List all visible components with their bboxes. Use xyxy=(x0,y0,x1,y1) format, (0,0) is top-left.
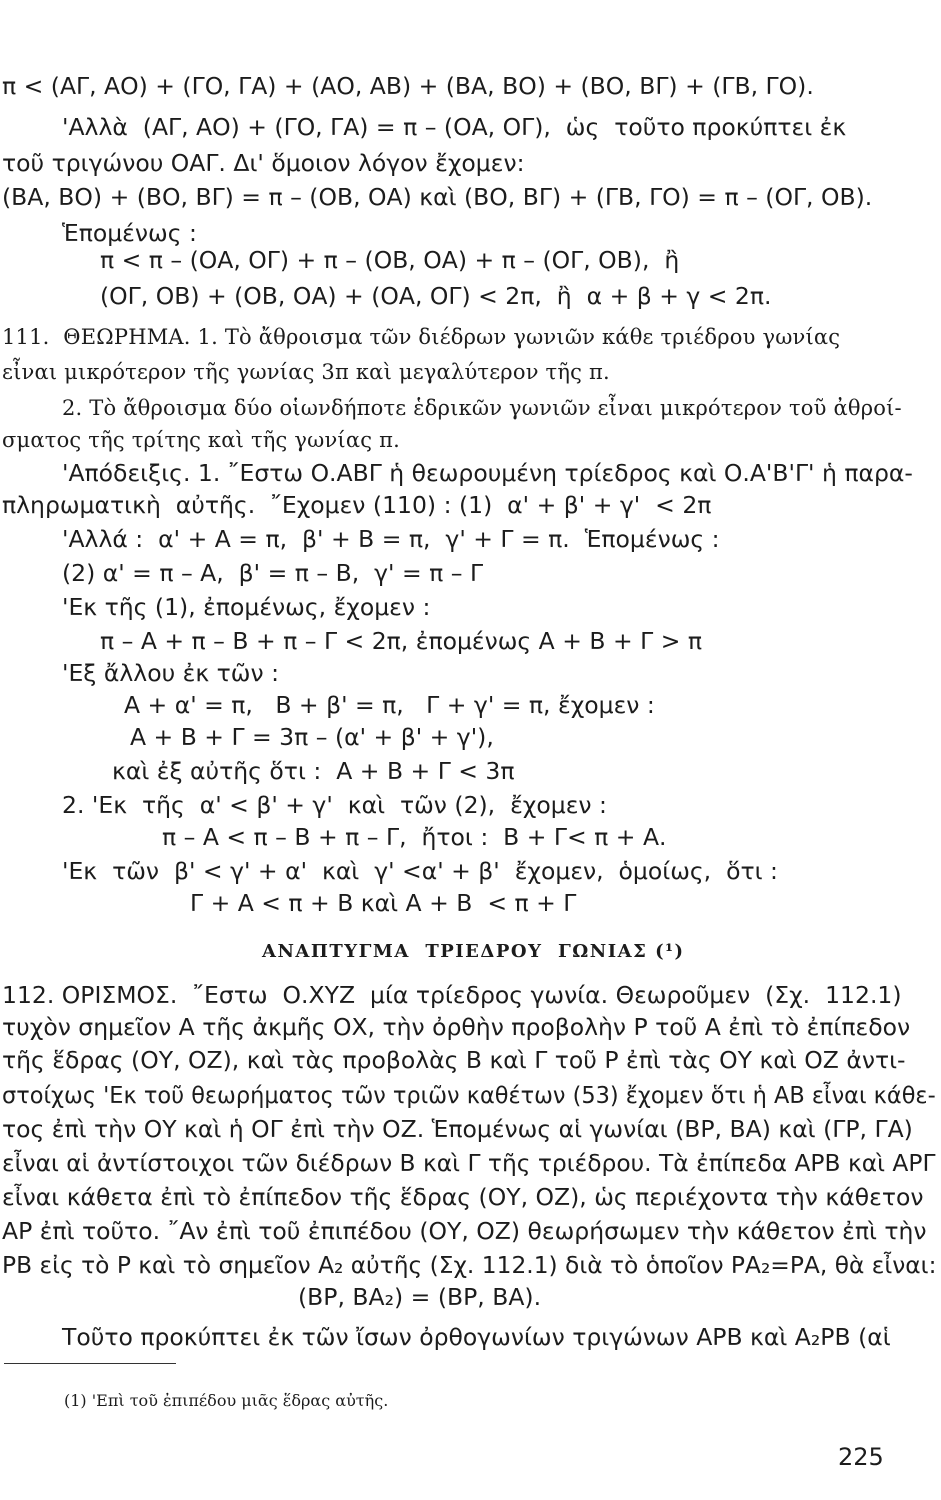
footnote: (1) 'Επὶ τοῦ ἐπιπέδου μιᾶς ἕδρας αὐτῆς. xyxy=(64,1391,389,1410)
text-line: στοίχως 'Εκ τοῦ θεωρήματος τῶν τριῶν καθέτων (53) ἔχομεν ὅτι ἡ ΑΒ εἶναι κάθε- xyxy=(2,1081,936,1109)
math-line: (ΒΡ, ΒΑ₂) = (ΒΡ, ΒΑ). xyxy=(298,1283,542,1311)
math-line: π < π – (ΟΑ, ΟΓ) + π – (ΟΒ, ΟΑ) + π – (ΟΓ, ΟΒ), ἢ xyxy=(100,246,680,274)
math-line: 'Εκ τῶν β' < γ' + α' καὶ γ' <α' + β' ἔχομεν, ὁμοίως, ὅτι : xyxy=(62,857,778,885)
math-line: π – Α + π – Β + π – Γ < 2π, ἐπομένως Α + Β + Γ > π xyxy=(100,627,703,655)
text-line: τυχὸν σημεῖον Α τῆς ἀκμῆς ΟΧ, τὴν ὀρθὴν προβολὴν Ρ τοῦ Α ἐπὶ τὸ ἐπίπεδον xyxy=(2,1013,911,1041)
math-line: π < (ΑΓ, ΑΟ) + (ΓΟ, ΓΑ) + (ΑΟ, ΑΒ) + (ΒΑ, ΒΟ) + (ΒΟ, ΒΓ) + (ΓΒ, ΓΟ). xyxy=(2,72,814,100)
math-line: π – Α < π – Β + π – Γ, ἤτοι : Β + Γ< π + Α. xyxy=(162,823,667,851)
text-line: τῆς ἕδρας (ΟΥ, ΟΖ), καὶ τὰς προβολὰς Β καὶ Γ τοῦ Ρ ἐπὶ τὰς ΟΥ καὶ ΟΖ ἀντι- xyxy=(2,1046,906,1074)
text-line: 'Αλλὰ (ΑΓ, ΑΟ) + (ΓΟ, ΓΑ) = π – (ΟΑ, ΟΓ), ὡς τοῦτο προκύπτει ἐκ xyxy=(62,113,847,141)
text-line: 'Εξ ἄλλου ἐκ τῶν : xyxy=(62,659,279,687)
text-line: Ἑπομένως : xyxy=(62,219,197,247)
text-line: 'Εκ τῆς (1), ἐπομένως, ἔχομεν : xyxy=(62,593,431,621)
text-line: Τοῦτο προκύπτει ἐκ τῶν ἴσων ὀρθογωνίων τριγώνων ΑΡΒ καὶ Α₂ΡΒ (αἱ xyxy=(62,1323,891,1351)
text-line: τοῦ τριγώνου ΟΑΓ. Δι' ὅμοιον λόγον ἔχομεν: xyxy=(2,149,525,177)
theorem-heading: 111. ΘΕΩΡΗΜΑ. 1. Τὸ ἄθροισμα τῶν διέδρων γωνιῶν κάθε τριέδρου γωνίας xyxy=(2,325,841,349)
section-heading: ΑΝΑΠΤΥΓΜΑ ΤΡΙΕΔΡΟΥ ΓΩΝΙΑΣ (¹) xyxy=(262,941,685,962)
math-line: καὶ ἐξ αὐτῆς ὅτι : Α + Β + Γ < 3π xyxy=(112,757,515,785)
theorem-text: 2. Τὸ ἄθροισμα δύο οἱωνδήποτε ἑδρικῶν γωνιῶν εἶναι μικρότερον τοῦ ἀθροί- xyxy=(62,396,902,420)
proof-line: 'Απόδειξις. 1. ῎Εστω Ο.ΑΒΓ ἡ θεωρουμένη τρίεδρος καὶ Ο.Α'Β'Γ' ἡ παρα- xyxy=(62,459,913,487)
math-line: Γ + Α < π + Β καὶ Α + Β < π + Γ xyxy=(190,889,577,917)
footnote-divider xyxy=(4,1363,176,1364)
theorem-text: σματος τῆς τρίτης καὶ τῆς γωνίας π. xyxy=(2,428,400,452)
text-line: εἶναι κάθετα ἐπὶ τὸ ἐπίπεδον τῆς ἕδρας (ΟΥ, ΟΖ), ὡς περιέχοντα τὴν κάθετον xyxy=(2,1183,924,1211)
math-line: Α + α' = π, Β + β' = π, Γ + γ' = π, ἔχομεν : xyxy=(124,691,655,719)
definition-line: 112. ΟΡΙΣΜΟΣ. ῎Εστω Ο.ΧΥΖ μία τρίεδρος γωνία. Θεωροῦμεν (Σχ. 112.1) xyxy=(2,981,902,1009)
text-line: τος ἐπὶ τὴν ΟΥ καὶ ἡ ΟΓ ἐπὶ τὴν ΟΖ. Ἑπομένως αἱ γωνίαι (ΒΡ, ΒΑ) καὶ (ΓΡ, ΓΑ) xyxy=(2,1115,913,1143)
text-line: ΡΒ εἰς τὸ Ρ καὶ τὸ σημεῖον Α₂ αὐτῆς (Σχ. 112.1) διὰ τὸ ὁποῖον ΡΑ₂=ΡΑ, θὰ εἶναι: xyxy=(2,1251,937,1279)
math-line: (ΟΓ, ΟΒ) + (ΟΒ, ΟΑ) + (ΟΑ, ΟΓ) < 2π, ἢ α + β + γ < 2π. xyxy=(100,282,772,310)
proof-line: πληρωματικὴ αὐτῆς. ῎Εχομεν (110) : (1) α' + β' + γ' < 2π xyxy=(2,491,712,519)
page-number: 225 xyxy=(838,1443,884,1471)
math-line: 'Αλλά : α' + Α = π, β' + Β = π, γ' + Γ = π. Ἑπομένως : xyxy=(62,525,720,553)
math-line: Α + Β + Γ = 3π – (α' + β' + γ'), xyxy=(130,723,494,751)
math-line: (2) α' = π – Α, β' = π – Β, γ' = π – Γ xyxy=(62,559,484,587)
text-line: εἶναι αἱ ἀντίστοιχοι τῶν διέδρων Β καὶ Γ τῆς τριέδρου. Τὰ ἐπίπεδα ΑΡΒ καὶ ΑΡΓ xyxy=(2,1149,936,1177)
theorem-text: εἶναι μικρότερον τῆς γωνίας 3π καὶ μεγαλύτερον τῆς π. xyxy=(2,360,610,384)
text-line: ΑΡ ἐπὶ τοῦτο. ῎Αν ἐπὶ τοῦ ἐπιπέδου (ΟΥ, ΟΖ) θεωρήσωμεν τὴν κάθετον ἐπὶ τὴν xyxy=(2,1217,927,1245)
math-line: (ΒΑ, ΒΟ) + (ΒΟ, ΒΓ) = π – (ΟΒ, ΟΑ) καὶ (ΒΟ, ΒΓ) + (ΓΒ, ΓΟ) = π – (ΟΓ, ΟΒ). xyxy=(2,183,873,211)
math-line: 2. 'Εκ τῆς α' < β' + γ' καὶ τῶν (2), ἔχομεν : xyxy=(62,791,607,819)
